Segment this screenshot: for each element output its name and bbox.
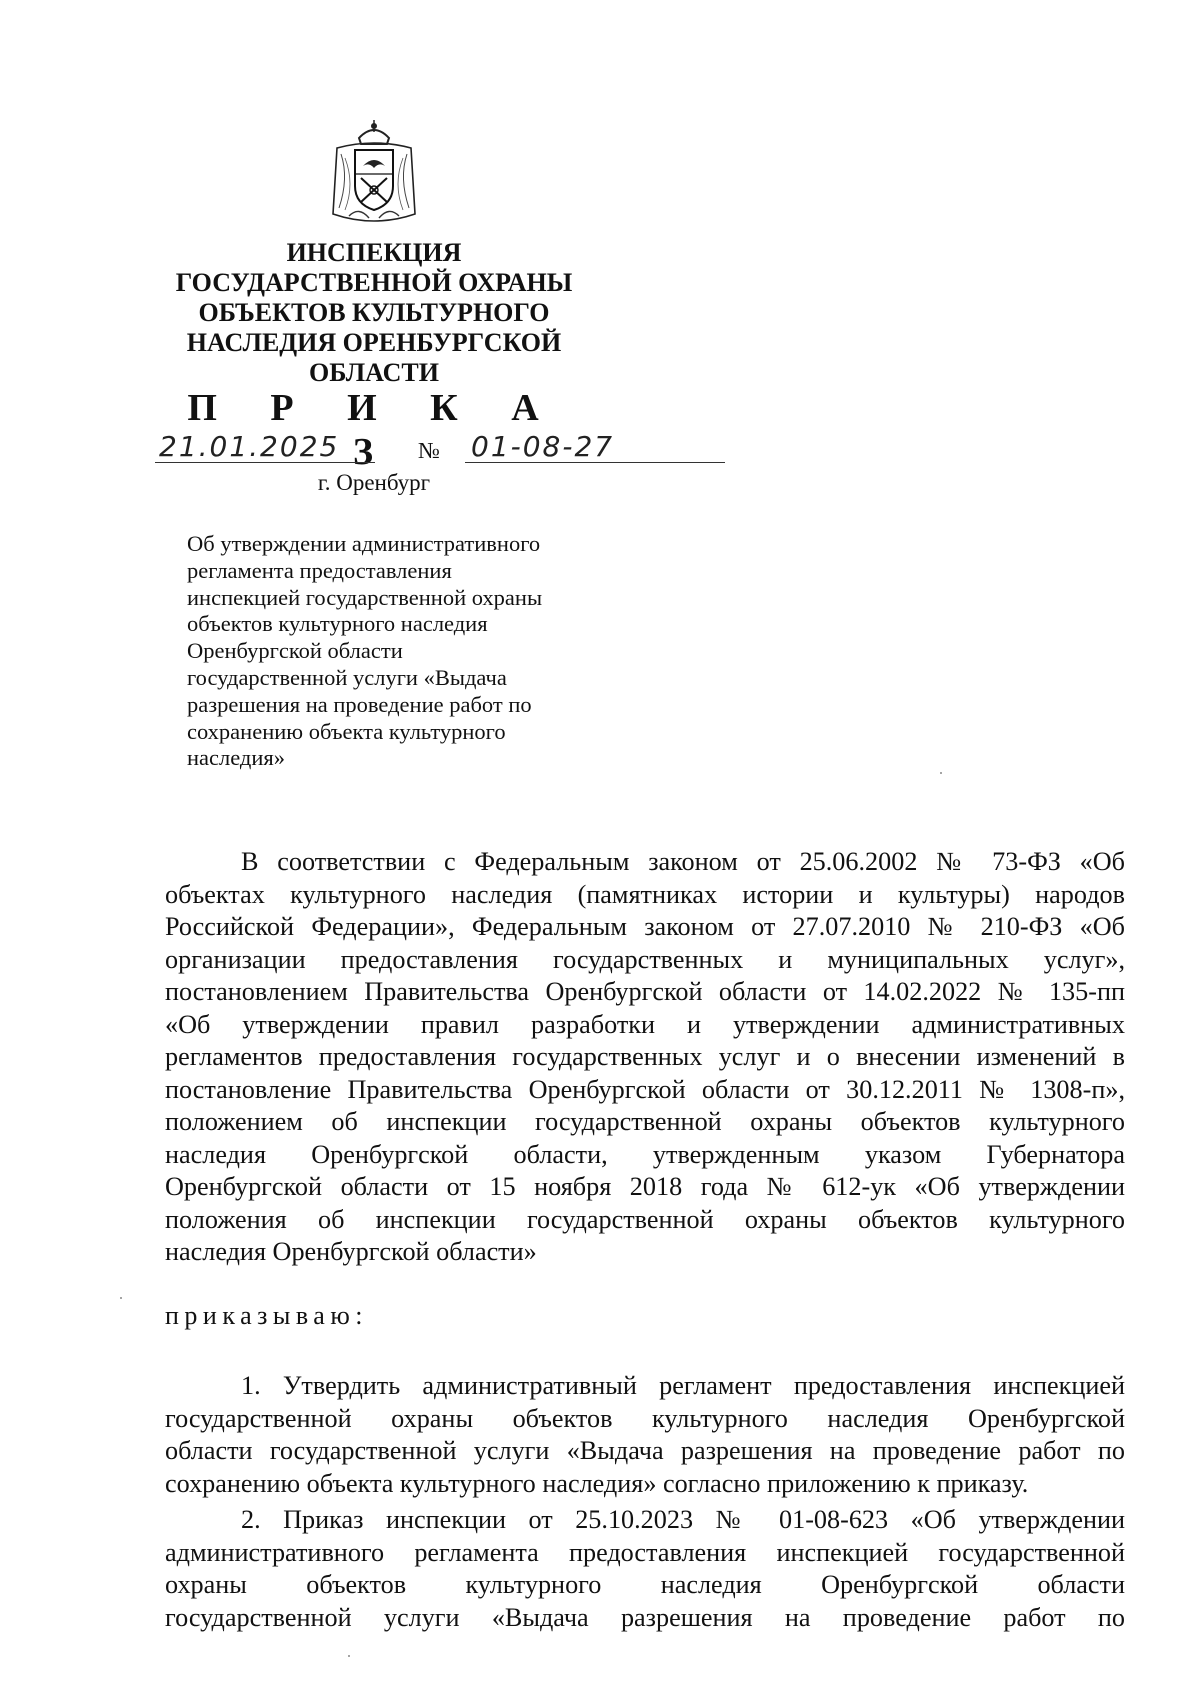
header-line: ОБЪЕКТОВ КУЛЬТУРНОГО <box>198 298 550 327</box>
basis-line: организации предоставления государственных и муниципальных услуг», <box>165 944 1125 974</box>
number-sign: № <box>418 438 440 463</box>
scan-speck <box>348 1655 350 1657</box>
basis-line: положением об инспекции государственной охраны объектов культурного <box>165 1107 1125 1136</box>
subject-line: сохранению объекта культурного <box>187 718 506 744</box>
order-date-handwritten: 21.01.2025 <box>159 430 340 463</box>
number-underline <box>465 462 725 463</box>
item2-line: государственной услуги «Выдача разрешения на проведение работ по <box>165 1602 1125 1632</box>
basis-line: «Об утверждении правил разработки и утверждении административных <box>165 1009 1125 1039</box>
item2-line: охраны объектов культурного наследия Оренбургской области <box>165 1570 1125 1599</box>
order-word: приказываю: <box>165 1301 368 1330</box>
coat-of-arms-icon <box>329 118 419 226</box>
order-city: г. Оренбург <box>317 470 431 495</box>
header-line: ОБЛАСТИ <box>309 358 439 387</box>
order-item-1 <box>165 1370 1125 1500</box>
item2-line: административного регламента предоставления инспекцией государственной <box>165 1537 1125 1567</box>
item1-line: области государственной услуги «Выдача разрешения на проведение работ по <box>165 1436 1125 1465</box>
subject-line: инспекцией государственной охраны <box>187 584 543 610</box>
basis-line: наследия Оренбургской области, утвержденным указом Губернатора <box>165 1139 1125 1169</box>
basis-paragraph <box>165 846 1125 1269</box>
subject-line: Об утверждении административного <box>187 531 541 556</box>
order-item-2 <box>165 1504 1125 1634</box>
order-number-handwritten: 01-08-27 <box>471 430 615 463</box>
order-title: П Р И К А З <box>187 387 561 473</box>
header-line: НАСЛЕДИЯ ОРЕНБУРГСКОЙ <box>186 328 562 357</box>
basis-line: постановлением Правительства Оренбургской области от 14.02.2022 № 135-пп <box>165 977 1125 1006</box>
item1-line: государственной охраны объектов культурного наследия Оренбургской <box>165 1403 1125 1433</box>
basis-line: В соответствии с Федеральным законом от 25.06.2002 № 73-ФЗ «Об <box>241 847 1125 876</box>
basis-line: наследия Оренбургской области» <box>165 1237 537 1266</box>
basis-line: постановление Правительства Оренбургской области от 30.12.2011 № 1308-п», <box>165 1074 1125 1104</box>
header-line: ГОСУДАРСТВЕННОЙ ОХРАНЫ <box>175 268 573 297</box>
item2-line: 2. Приказ инспекции от 25.10.2023 № 01-08-623 «Об утверждении <box>241 1505 1125 1534</box>
subject-line: наследия» <box>187 745 286 771</box>
scan-speck <box>940 772 942 774</box>
subject-line: Оренбургской области <box>187 638 403 664</box>
basis-line: Российской Федерации», Федеральным законом от 27.07.2010 № 210-ФЗ «Об <box>165 912 1125 941</box>
date-underline <box>155 462 375 463</box>
basis-line: регламентов предоставления государственных услуг и о внесении изменений в <box>165 1042 1125 1071</box>
subject-line: разрешения на проведение работ по <box>187 691 532 717</box>
header-line: ИНСПЕКЦИЯ <box>286 238 462 267</box>
item1-line: сохранению объекта культурного наследия» согласно приложению к приказу. <box>165 1468 1029 1498</box>
basis-line: Оренбургской области от 15 ноября 2018 года № 612-ук «Об утверждении <box>165 1172 1125 1201</box>
subject-line: регламента предоставления <box>187 557 452 583</box>
order-subject <box>187 531 607 772</box>
authority-header <box>165 238 583 388</box>
item1-line: 1. Утвердить административный регламент предоставления инспекцией <box>241 1371 1125 1400</box>
basis-line: объектах культурного наследия (памятниках истории и культуры) народов <box>165 879 1125 909</box>
order-date-number <box>155 430 615 464</box>
scan-speck <box>120 1297 122 1299</box>
basis-line: положения об инспекции государственной охраны объектов культурного <box>165 1204 1125 1234</box>
subject-line: объектов культурного наследия <box>187 611 488 637</box>
subject-line: государственной услуги «Выдача <box>187 664 507 690</box>
